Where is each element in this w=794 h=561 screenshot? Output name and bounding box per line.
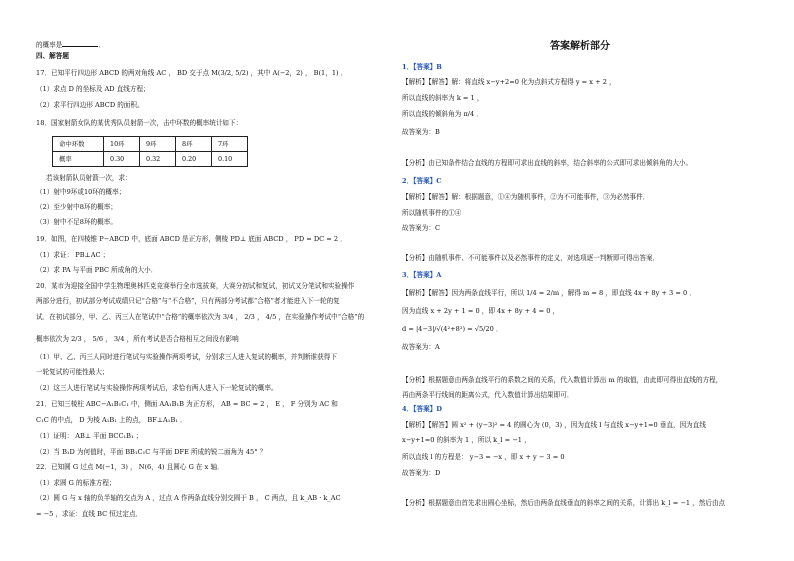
answer-1-solution-4: 故答案为：B (402, 128, 440, 136)
question-22-part-1: （1）求圆 G 的标准方程； (36, 479, 116, 487)
answer-2-tag: 2．【答案】C (402, 177, 442, 185)
answer-4-solution-2: x−y+1=0 的斜率为 1 ，所以 k_l = −1 ， (402, 436, 531, 444)
answer-blank (62, 40, 98, 47)
question-19-part-1: （1）求证： PB⊥AC ； (36, 251, 110, 259)
question-17-part-2: （2）求平行四边形 ABCD 的面积。 (36, 101, 144, 109)
question-17: 17．已知平行四边形 ABCD 的两对角线 AC ， BD 交于点 M(3/2, 5/2) ，其中 A(−2，2) ， B(1，1) ． (36, 69, 348, 77)
question-20-part-1: （1）甲、乙、丙三人同时进行笔试与实验操作两项考试，分别求三人进入复试的概率，并判断谁获得下 (36, 353, 337, 361)
answer-section-title: 答案解析部分 (550, 41, 610, 52)
table-header-row (53, 137, 248, 152)
answer-4-solution-1: 【解析】【解答】圆 x² + (y−3)² = 4 的圆心为 (0，3) ，因为直线 l 与直线 x−y+1=0 垂直，因为直线 (402, 421, 706, 429)
table-row (53, 152, 248, 167)
answer-3-tag: 3．【答案】A (402, 271, 442, 279)
answer-2-analysis: 【分析】由随机事件、不可能事件以及必然事件的定义，对选项逐一判断即可得出答案． (402, 254, 660, 262)
question-21-line-2: C₁C 的中点， D 为棱 A₁B₁ 上的点， BF⊥A₁B₁ ． (36, 416, 187, 424)
table-cell: 概率 (53, 152, 104, 167)
question-17-part-1: （1）求点 D 的坐标及 AD 直线方程； (36, 85, 150, 93)
question-21-line-1: 21．已知三棱柱 ABC−A₁B₁C₁ 中，侧面 AA₁B₁B 为正方形， AB = BC = 2 ， E ， F 分别为 AC 和 (36, 400, 338, 408)
question-18: 18．国家射箭女队的某优秀队员射箭一次，击中环数的概率统计如下： (36, 119, 243, 127)
table-cell: 命中环数 (53, 137, 104, 152)
answer-1-solution-2: 所以直线的斜率为 k = 1 ， (402, 94, 484, 102)
table-cell: 0.30 (104, 152, 140, 167)
answer-3-solution-3: d = |4−3|/√(4²+8²) = √5/20 ． (402, 325, 503, 333)
question-18-part-2: （2）至少射中8环的概率； (36, 203, 117, 211)
question-19: 19．如图，在四棱锥 P−ABCD 中，底面 ABCD 是正方形，侧棱 PD⊥ 底面 ABCD ， PD = DC = 2 ． (36, 235, 347, 243)
table-cell: 10环 (104, 137, 140, 152)
answer-1-solution-1: 【解析】【解答】解：将直线 x−y+2=0 化为点斜式方程得 y = x + 2 ， (402, 78, 616, 86)
question-21-part-2: （2）当 B₁D 为何值时，平面 BB₁C₁C 与平面 DFE 所成的锐二面角为 45° ？ (36, 448, 267, 456)
section-heading: 四、解答题 (36, 52, 69, 60)
question-22-part-2-cont: = −5 ，求证：直线 BC 恒过定点． (36, 510, 143, 518)
question-20-line-1: 20．某市为迎接全国中学生物理奥林匹克竞赛举行全市选拔赛，大赛分初试和复试，初试又分笔试和实验操作 (36, 282, 355, 290)
table-cell: 0.20 (176, 152, 212, 167)
table-cell: 0.10 (212, 152, 248, 167)
question-20-part-1-cont: 一轮复试的可能性最大； (36, 368, 109, 376)
answer-4-solution-4: 故答案为：D (402, 469, 441, 477)
question-18-intro: 若该射箭队员射箭一次，求： (46, 174, 132, 182)
table-cell: 7环 (212, 137, 248, 152)
answer-2-solution-1: 【解析】【解答】解：根据题意，①④为随机事件，②为不可能事件，③为必然事件． (402, 193, 650, 201)
table-cell: 9环 (140, 137, 176, 152)
answer-3-solution-1: 【解析】【解答】因为两条直线平行，所以 1/4 = 2/m ，解得 m = 8 ，即直线 4x + 8y + 3 = 0 ． (402, 289, 696, 297)
answer-4-analysis: 【分析】根据题意由首先求出圆心坐标，然后由两条直线垂直的斜率之间的关系，计算出 k_l = −1 ，然后由点 (402, 499, 726, 507)
question-22-part-2: （2）圆 G 与 x 轴的负半轴的交点为 A ，过点 A 作两条直线分别交圆于 B ， C 两点，且 k_AB · k_AC (36, 494, 341, 502)
question-22: 22．已知圆 G 过点 M(−1，3) ， N(6，4) 且圆心 G 在 x 轴． (36, 463, 224, 471)
answer-4-solution-3: 所以直线 l 的方程是： y−3 = −x ，即 x + y − 3 = 0 (402, 453, 565, 461)
answer-3-analysis-2: 再由两条平行线间的距离公式，代入数值计算出结果即可． (402, 391, 574, 399)
answer-3-solution-2: 因为直线 x + 2y + 1 = 0 ，即 4x + 8y + 4 = 0 ， (402, 307, 560, 315)
table-cell: 8环 (176, 137, 212, 152)
answer-1-solution-3: 所以直线的倾斜角为 π/4 ． (402, 110, 483, 118)
question-18-part-3: （3）射中不足8环的概率。 (36, 218, 117, 226)
question-19-part-2: （2）求 PA 与平面 PBC 所成角的大小． (36, 266, 158, 274)
answer-1-analysis: 【分析】由已知条件结合直线的方程即可求出直线的斜率，结合斜率的公式即可求出倾斜角的大小。 (402, 159, 693, 167)
answer-4-tag: 4．【答案】D (402, 405, 442, 413)
question-20-line-3: 试．在初试部分，甲、乙、丙三人在笔试中“合格”的概率依次为 3/4 ， 2/3 ， 4/5 ，在实验操作考试中“合格”的 (36, 313, 365, 321)
question-18-part-1: （1）射中9环或10环的概率； (36, 188, 126, 196)
question-21-part-1: （1）证明： AB⊥ 平面 BCC₁B₁ ； (36, 432, 143, 440)
question-20-line-2: 两部分进行，初试部分考试成绩只记“合格”与“不合格”，只有两部分考试都“合格”者才能进入下一轮的复 (36, 297, 340, 305)
answer-1-tag: 1．【答案】B (402, 63, 442, 71)
table-cell: 0.32 (140, 152, 176, 167)
answer-2-solution-2: 所以随机事件的①④ (402, 209, 462, 217)
question-20-part-2: （2）这三人进行笔试与实验操作两项考试后，求恰有两人进入下一轮复试的概率。 (36, 384, 278, 392)
answer-3-solution-4: 故答案为：A (402, 343, 440, 351)
answer-3-analysis-1: 【分析】根据题意由两条直线平行的系数之间的关系，代入数值计算出 m 的取值，由此即可得出直线的方程， (402, 376, 723, 384)
answer-2-solution-3: 故答案为：C (402, 224, 441, 232)
question-20-line-4: 概率依次为 2/3 ， 5/6 ， 3/4 ，所有考试是否合格相互之间没有影响 (36, 335, 239, 343)
prev-question-tail: 的概率是 ． (36, 41, 105, 49)
probability-table (52, 136, 248, 167)
